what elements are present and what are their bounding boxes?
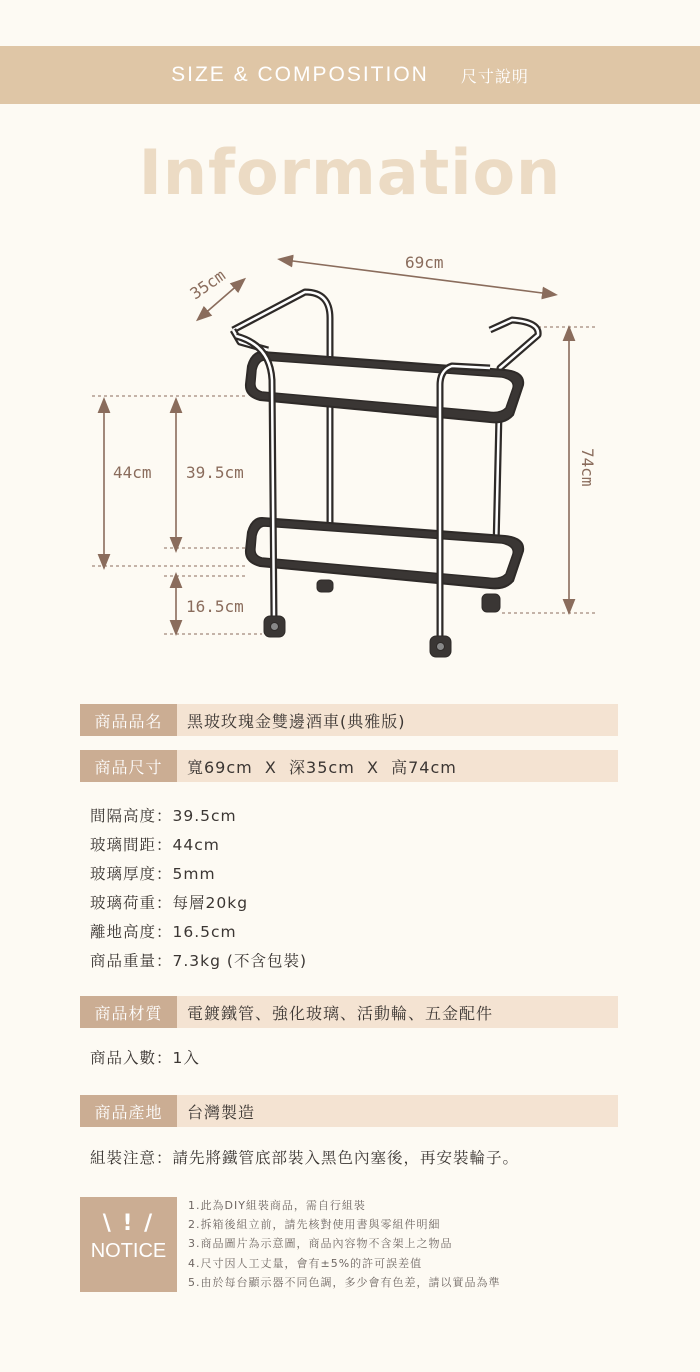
cart-illustration (233, 292, 538, 640)
header-banner (0, 46, 700, 104)
spec-key-material: 商品材質 (80, 996, 177, 1028)
notice-label: NOTICE (90, 1240, 167, 1262)
detail-line: 玻璃荷重：每層20kg (90, 894, 249, 912)
quantity-line: 商品入數：1入 (90, 1049, 200, 1067)
cart-wheels (264, 580, 500, 657)
spec-row-name (80, 704, 618, 736)
depth-label: 35cm (186, 265, 229, 304)
spec-row-size (80, 750, 618, 782)
notice-item: 2.拆箱後組立前，請先核對使用書與零組件明細 (188, 1218, 441, 1232)
notice-list (188, 1197, 501, 1293)
spec-key-name: 商品品名 (80, 704, 177, 736)
spec-value-material: 電鍍鐵管、強化玻璃、活動輪、五金配件 (187, 1003, 494, 1023)
detail-line: 玻璃間距：44cm (90, 836, 220, 854)
spec-value-name: 黑玻玫瑰金雙邊酒車(典雅版) (187, 711, 406, 731)
shelf-gap-label: 39.5cm (186, 463, 244, 482)
notice-item: 3.商品圖片為示意圖，商品內容物不含架上之物品 (188, 1237, 453, 1251)
header-title-en: SIZE & COMPOSITION (171, 63, 429, 86)
spec-key-origin: 商品產地 (80, 1095, 177, 1127)
warning-icon: \ ! / (102, 1211, 155, 1236)
spec-row-material (80, 996, 618, 1028)
header-title-zh: 尺寸說明 (460, 66, 529, 86)
notice-item: 5.由於每台顯示器不同色調，多少會有色差，請以實品為準 (188, 1275, 501, 1289)
clearance-label: 16.5cm (186, 597, 244, 616)
notice-item: 4.尺寸因人工丈量，會有±5%的許可誤差值 (188, 1256, 423, 1270)
assembly-note: 組裝注意：請先將鐵管底部裝入黑色內塞後，再安裝輪子。 (90, 1149, 520, 1167)
detail-line: 間隔高度：39.5cm (90, 807, 237, 825)
spec-value-origin: 台灣製造 (187, 1102, 256, 1122)
height-label: 74cm (578, 448, 597, 487)
detail-line: 玻璃厚度：5mm (90, 865, 216, 883)
glass-gap-label: 44cm (113, 463, 152, 482)
spec-key-size: 商品尺寸 (80, 750, 177, 782)
width-label: 69cm (405, 253, 444, 272)
big-title: Information (138, 136, 562, 209)
spec-value-size: 寬69cm X 深35cm X 高74cm (187, 757, 457, 777)
spec-row-origin (80, 1095, 618, 1127)
notice-item: 1.此為DIY組裝商品，需自行組裝 (188, 1199, 366, 1212)
detail-line: 離地高度：16.5cm (90, 923, 237, 941)
dimension-diagram (0, 230, 700, 670)
notice-box (80, 1197, 177, 1292)
detail-line: 商品重量：7.3kg (不含包裝) (90, 952, 307, 970)
